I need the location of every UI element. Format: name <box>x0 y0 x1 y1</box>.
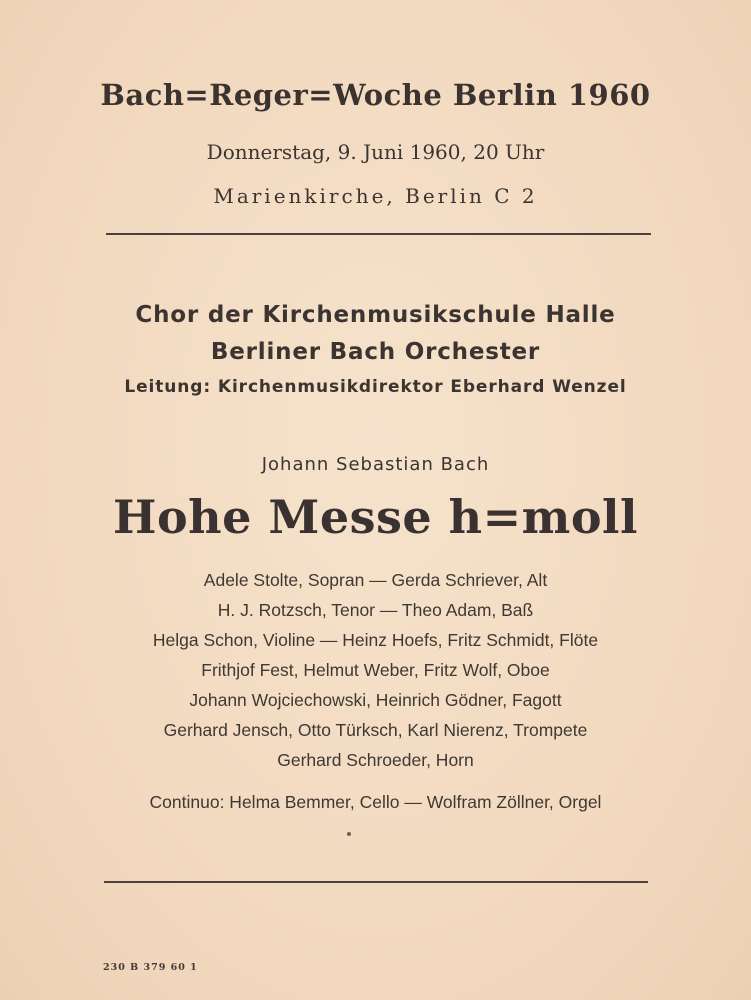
composer-name: Johann Sebastian Bach <box>261 454 490 475</box>
ink-dot <box>347 832 351 836</box>
performer-line: Adele Stolte, Sopran — Gerda Schriever, Alt <box>203 570 548 590</box>
print-code: 230 B 379 60 1 <box>103 962 198 973</box>
top-divider <box>106 233 651 235</box>
work-title: Hohe Messe h=moll <box>113 490 638 544</box>
performer-line: H. J. Rotzsch, Tenor — Theo Adam, Baß <box>217 600 534 620</box>
concert-date: Donnerstag, 9. Juni 1960, 20 Uhr <box>206 140 545 164</box>
orchestra-name: Berliner Bach Orchester <box>210 339 541 365</box>
performer-line: Frithjof Fest, Helmut Weber, Fritz Wolf, Oboe <box>201 660 550 680</box>
performer-line: Helga Schon, Violine — Heinz Hoefs, Fritz Schmidt, Flöte <box>152 630 599 650</box>
choir-name: Chor der Kirchenmusikschule Halle <box>135 302 616 328</box>
concert-venue: Marienkirche, Berlin C 2 <box>213 184 538 208</box>
performer-line: Gerhard Jensch, Otto Türksch, Karl Nierenz, Trompete <box>163 720 588 740</box>
festival-title: Bach=Reger=Woche Berlin 1960 <box>100 78 651 112</box>
conductor-line: Leitung: Kirchenmusikdirektor Eberhard Wenzel <box>124 377 627 397</box>
performer-line: Gerhard Schroeder, Horn <box>277 750 474 770</box>
performer-line: Johann Wojciechowski, Heinrich Gödner, Fagott <box>189 690 562 710</box>
bottom-divider <box>104 881 648 883</box>
continuo-line: Continuo: Helma Bemmer, Cello — Wolfram Zöllner, Orgel <box>149 792 602 812</box>
